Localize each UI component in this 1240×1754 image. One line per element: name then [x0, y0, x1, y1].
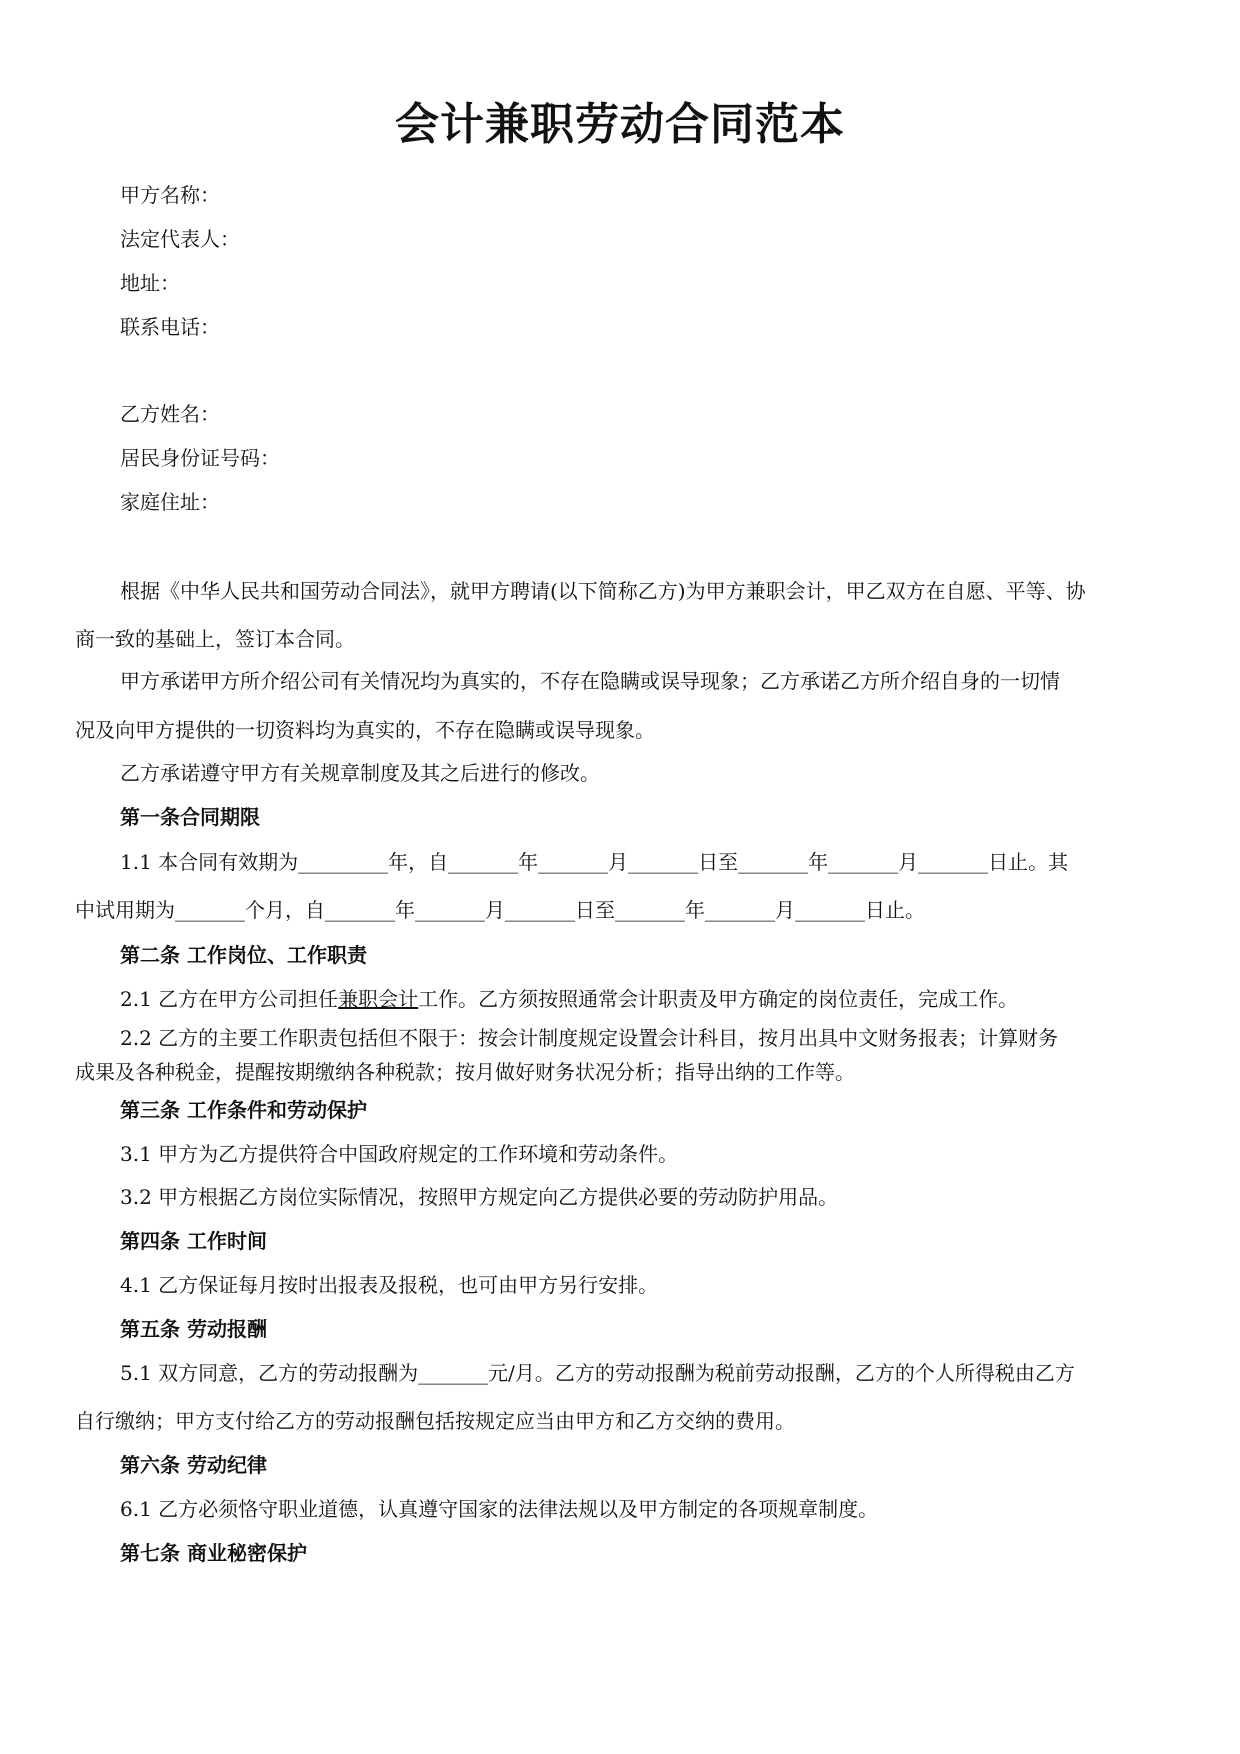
article-1-clause-line-2: 中试用期为_______个月，自_______年_______月_______日至_______年_______月_______日止。 — [75, 898, 925, 922]
article-3-heading: 第三条 工作条件和劳动保护 — [120, 1098, 367, 1122]
document-title: 会计兼职劳动合同范本 — [395, 99, 845, 150]
party-a-address-label: 地址： — [120, 271, 180, 295]
article-5-clause-line-2: 自行缴纳；甲方支付给乙方的劳动报酬包括按规定应当由甲方和乙方交纳的费用。 — [75, 1409, 795, 1433]
article-6-clause-1: 6.1 乙方必须恪守职业道德，认真遵守国家的法律法规以及甲方制定的各项规章制度。 — [120, 1497, 879, 1521]
intro-paragraph-2-line-2: 况及向甲方提供的一切资料均为真实的，不存在隐瞒或误导现象。 — [75, 718, 655, 742]
article-1-heading: 第一条合同期限 — [120, 805, 260, 829]
intro-paragraph-1-line-1: 根据《中华人民共和国劳动合同法》，就甲方聘请(以下简称乙方)为甲方兼职会计，甲乙双方在自愿、平等、协 — [120, 579, 1086, 603]
intro-paragraph-3: 乙方承诺遵守甲方有关规章制度及其之后进行的修改。 — [120, 761, 600, 785]
article-3-clause-1: 3.1 甲方为乙方提供符合中国政府规定的工作环境和劳动条件。 — [120, 1142, 679, 1166]
article-2-clause-2-line-2: 成果及各种税金，提醒按期缴纳各种税款；按月做好财务状况分析；指导出纳的工作等。 — [75, 1060, 855, 1084]
clause-2-1-suffix: 工作。乙方须按照通常会计职责及甲方确定的岗位责任，完成工作。 — [418, 987, 1019, 1011]
article-7-heading: 第七条 商业秘密保护 — [120, 1541, 307, 1565]
intro-paragraph-1-line-2: 商一致的基础上，签订本合同。 — [75, 627, 355, 651]
article-5-heading: 第五条 劳动报酬 — [120, 1317, 267, 1341]
article-5-clause-line-1: 5.1 双方同意，乙方的劳动报酬为_______元/月。乙方的劳动报酬为税前劳动报酬，乙方的个人所得税由乙方 — [120, 1361, 1075, 1385]
intro-paragraph-2-line-1: 甲方承诺甲方所介绍公司有关情况均为真实的，不存在隐瞒或误导现象；乙方承诺乙方所介绍自身的一切情 — [120, 669, 1060, 693]
article-6-heading: 第六条 劳动纪律 — [120, 1453, 267, 1477]
clause-2-1-position-underlined: 兼职会计 — [338, 987, 419, 1011]
clause-2-1-prefix: 2.1 乙方在甲方公司担任 — [120, 987, 339, 1011]
party-b-name-label: 乙方姓名： — [120, 402, 220, 426]
article-2-heading: 第二条 工作岗位、工作职责 — [120, 943, 367, 967]
article-3-clause-2: 3.2 甲方根据乙方岗位实际情况，按照甲方规定向乙方提供必要的劳动防护用品。 — [120, 1185, 839, 1209]
article-4-heading: 第四条 工作时间 — [120, 1229, 267, 1253]
party-a-phone-label: 联系电话： — [120, 315, 220, 339]
article-2-clause-2-line-1: 2.2 乙方的主要工作职责包括但不限于：按会计制度规定设置会计科目，按月出具中文财务报表；计算财务 — [120, 1026, 1059, 1050]
party-b-home-label: 家庭住址： — [120, 490, 220, 514]
party-a-name-label: 甲方名称： — [120, 183, 220, 207]
article-2-clause-1 — [120, 986, 1018, 1012]
article-1-clause-line-1: 1.1 本合同有效期为_________年，自_______年_______月_______日至_______年_______月_______日止。其 — [120, 850, 1069, 874]
party-b-id-label: 居民身份证号码： — [120, 446, 280, 470]
article-4-clause-1: 4.1 乙方保证每月按时出报表及报税，也可由甲方另行安排。 — [120, 1273, 659, 1297]
party-a-rep-label: 法定代表人： — [120, 227, 240, 251]
